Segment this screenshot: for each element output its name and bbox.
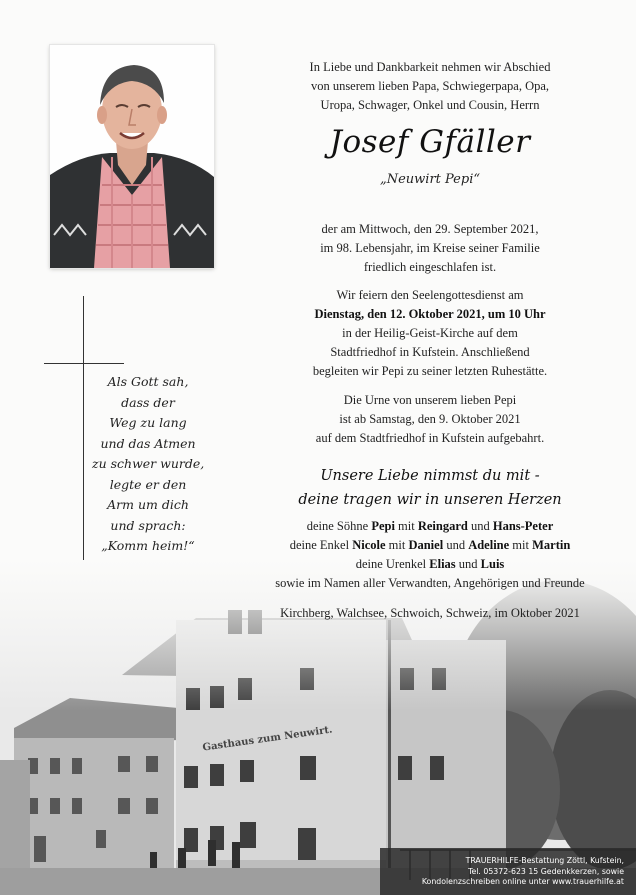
service-line: begleiten wir Pepi zu seiner letzten Ruhestätte. (312, 364, 548, 378)
family-line-great-grandchildren: deine Urenkel Elias und Luis (355, 557, 505, 571)
places-date (262, 604, 598, 623)
poem-line: Arm um dich (107, 497, 189, 512)
poem-line: legte er den (109, 476, 187, 492)
poem-line: und das Atmen (100, 435, 196, 451)
poem-line: und sprach: (110, 517, 186, 533)
death-notice (262, 220, 598, 277)
service-line: Wir feiern den Seelengottesdienst am (336, 288, 524, 302)
death-line: im 98. Lebensjahr, im Kreise seiner Familie (320, 241, 540, 255)
family-list (250, 517, 610, 593)
family-line-relatives: sowie im Namen aller Verwandten, Angehörigen und Freunde (275, 576, 585, 590)
footer-line: Kondolenzschreiben online unter www.trauerhilfe.at (421, 876, 624, 886)
family-line-grandchildren: deine Enkel Nicole mit Daniel und Adeline mit Martin (289, 538, 571, 552)
urn-line: Die Urne von unserem lieben Pepi (343, 393, 517, 407)
nickname: „Neuwirt Pepi“ (379, 172, 480, 187)
poem-line: Als Gott sah, (107, 374, 189, 389)
urn-info (262, 391, 598, 448)
urn-line: auf dem Stadtfriedhof in Kufstein aufgebahrt. (315, 431, 545, 445)
poem-line: „Komm heim!“ (101, 538, 195, 553)
intro-line: Uropa, Schwager, Onkel und Cousin, Herrn (320, 98, 540, 112)
poem-line: zu schwer wurde, (92, 456, 205, 471)
intro-line: In Liebe und Dankbarkeit nehmen wir Abschied (309, 60, 551, 74)
service-line: Stadtfriedhof in Kufstein. Anschließend (330, 345, 530, 359)
poem (92, 372, 204, 557)
death-line: der am Mittwoch, den 29. September 2021, (321, 222, 539, 236)
poem-line: dass der (121, 394, 175, 410)
poem-line: Weg zu lang (109, 415, 187, 430)
places-line: Kirchberg, Walchsee, Schwoich, Schweiz, im Oktober 2021 (280, 606, 580, 620)
service-info (262, 286, 598, 381)
footer-line: Tel. 05372-623 15 Gedenkkerzen, sowie (468, 866, 624, 876)
portrait-photo (50, 45, 214, 268)
cross-horizontal-line (44, 363, 124, 364)
footer-line: TRAUERHILFE-Bestattung Zöttl, Kufstein, (465, 856, 624, 866)
service-date: Dienstag, den 12. Oktober 2021, um 10 Uhr (314, 307, 546, 321)
quote-line: Unsere Liebe nimmst du mit - (320, 468, 540, 484)
memorial-quote (262, 464, 598, 512)
intro-text (262, 58, 598, 115)
quote-line: deine tragen wir in unseren Herzen (298, 492, 562, 508)
deceased-name: Josef Gfäller (329, 124, 531, 160)
urn-line: ist ab Samstag, den 9. Oktober 2021 (339, 412, 521, 426)
intro-line: von unserem lieben Papa, Schwiegerpapa, Opa, (310, 79, 550, 93)
family-line-sons: deine Söhne Pepi mit Reingard und Hans-Peter (306, 519, 554, 533)
cross-vertical-line (83, 296, 84, 574)
funeral-home-footer (374, 856, 624, 887)
service-line: in der Heilig-Geist-Kirche auf dem (342, 326, 518, 340)
death-line: friedlich eingeschlafen ist. (363, 260, 497, 274)
